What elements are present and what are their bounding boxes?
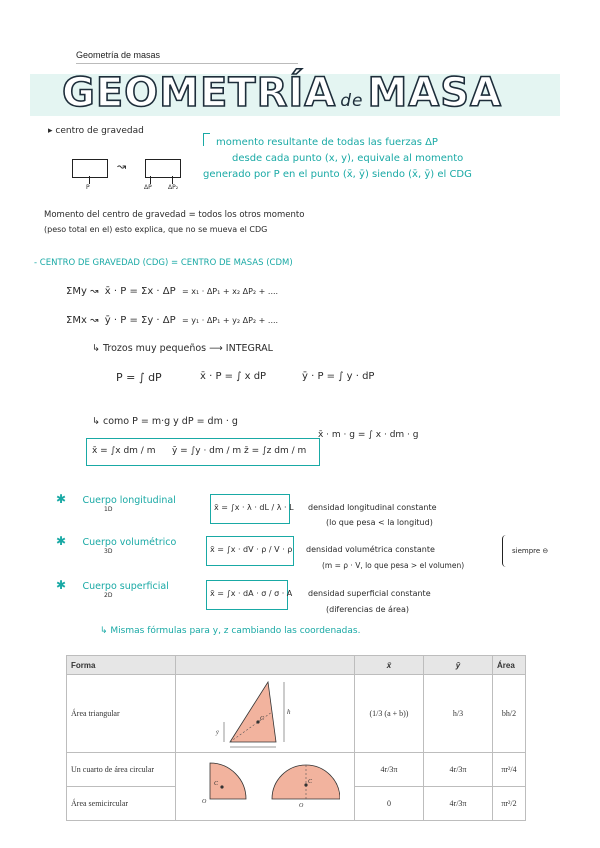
star-icon: ✱ <box>56 578 67 592</box>
diagram-label-dp1: ΔP <box>144 184 152 191</box>
diagram-label-dp2: ΔP₂ <box>168 184 179 191</box>
desc-superficial-2: (diferencias de área) <box>326 605 410 614</box>
siempre-note: siempre ⊖ <box>512 547 549 555</box>
integral-eq-1: P = ∫ dP <box>116 371 162 384</box>
desc-volumetrico-2: (m = ρ · V, lo que pesa > el volumen) <box>322 561 465 570</box>
row-y: 4r/3π <box>424 787 493 821</box>
box-x-formula: x̄ = ∫x dm / m <box>92 446 156 456</box>
note-line-1: Momento del centro de gravedad = todos los otros momento <box>44 210 305 220</box>
row-area: πr²/2 <box>493 787 526 821</box>
desc-longitudinal-2: (lo que pesa < la longitud) <box>326 518 433 527</box>
desc-longitudinal-1: densidad longitudinal constante <box>308 503 437 512</box>
centroid-table <box>66 655 526 821</box>
doc-label: Geometría de masas <box>76 50 161 60</box>
row-area: πr²/4 <box>493 753 526 787</box>
cuerpo-superficial: ✱ Cuerpo superficial <box>56 578 169 592</box>
integral-eq-2: x̄ · P = ∫ x dP <box>200 371 267 382</box>
svg-text:O: O <box>299 802 304 809</box>
title-right: MASA <box>367 70 502 116</box>
row-y: h/3 <box>424 675 493 753</box>
row-x: (1/3 (a + b)) <box>355 675 424 753</box>
svg-text:C: C <box>260 715 265 722</box>
definition-line-1: momento resultante de todas las fuerzas ΔP <box>216 137 438 148</box>
header-divider <box>76 63 298 64</box>
row-forma: Un cuarto de área circular <box>67 753 176 787</box>
diagram-arrow-p <box>89 176 90 184</box>
cdg-heading: - CENTRO DE GRAVEDAD (CDG) = CENTRO DE MASAS (CDM) <box>34 258 293 268</box>
integral-arrow-text: ↳ Trozos muy pequeños ⟶ INTEGRAL <box>92 343 273 354</box>
row-x: 0 <box>355 787 424 821</box>
svg-text:C: C <box>308 778 313 785</box>
star-icon: ✱ <box>56 534 67 548</box>
row-y: 4r/3π <box>424 753 493 787</box>
definition-line-2: desde cada punto (x, y), equivale al momento <box>232 153 464 164</box>
diagram-box-left <box>72 159 108 178</box>
desc-superficial-1: densidad superficial constante <box>308 589 431 598</box>
row-area: bh/2 <box>493 675 526 753</box>
box-y-formula: ȳ = ∫y · dm / m <box>172 446 242 456</box>
col-forma: Forma <box>67 656 176 675</box>
moment-mx-row: ΣMx ↝ ȳ · P = Σy · ΔP = y₁ · ΔP₁ + y₂ ΔP₂ + .... <box>66 315 279 326</box>
svg-text:h: h <box>287 707 291 716</box>
cuerpo-longitudinal: ✱ Cuerpo longitudinal <box>56 492 176 506</box>
col-area: Área <box>493 656 526 675</box>
dim-2d: 2D <box>104 592 113 599</box>
brace-siempre <box>502 535 509 567</box>
col-x: x̄ <box>355 656 424 675</box>
svg-text:C: C <box>214 780 219 787</box>
triangle-figure <box>176 675 355 753</box>
star-icon: ✱ <box>56 492 67 506</box>
moment-my-row: ΣMy ↝ x̄ · P = Σx · ΔP = x₁ · ΔP₁ + x₂ ΔP₂ + .... <box>66 286 279 297</box>
teal-bracket <box>203 133 210 146</box>
diagram-label-p: P <box>86 184 90 191</box>
note-line-2: (peso total en el) esto explica, que no se mueva el CDG <box>44 225 268 234</box>
row-x: 4r/3π <box>355 753 424 787</box>
como-text: ↳ como P = m·g y dP = dm · g <box>92 416 238 427</box>
col-figure <box>176 656 355 675</box>
svg-text:ȳ: ȳ <box>216 729 219 736</box>
title-de: de <box>340 91 364 111</box>
como-side-eq: x̄ · m · g = ∫ x · dm · g <box>318 430 419 440</box>
table-row <box>67 753 526 787</box>
title-left: GEOMETRÍA <box>62 70 337 116</box>
formula-volumetrico: x̄ = ∫x · dV · ρ / V · ρ <box>210 545 293 554</box>
definition-line-3: generado por P en el punto (x̄, ȳ) siendo (x̄, ȳ) el CDG <box>203 169 472 180</box>
table-header-row <box>67 656 526 675</box>
svg-text:O: O <box>202 798 207 805</box>
formula-superficial: x̄ = ∫x · dA · σ / σ · A <box>210 589 293 598</box>
desc-volumetrico-1: densidad volumétrica constante <box>306 545 435 554</box>
dim-3d: 3D <box>104 548 113 555</box>
row-forma: Área semicircular <box>67 787 176 821</box>
circle-figures <box>176 753 355 821</box>
page-title <box>62 70 502 116</box>
formula-longitudinal: x̄ = ∫x · λ · dL / λ · L <box>214 503 294 512</box>
col-y: ȳ <box>424 656 493 675</box>
dim-1d: 1D <box>104 506 113 513</box>
bullet-centro-gravedad: ▸ centro de gravedad <box>48 126 144 136</box>
box-z-formula: z̄ = ∫z dm / m <box>244 446 307 456</box>
integral-eq-3: ȳ · P = ∫ y · dP <box>302 371 375 382</box>
final-note: ↳ Mismas fórmulas para y, z cambiando las coordenadas. <box>100 626 361 636</box>
diagram-arrow-equiv: ↝ <box>117 160 127 173</box>
cuerpo-volumetrico: ✱ Cuerpo volumétrico <box>56 534 177 548</box>
table-row <box>67 675 526 753</box>
row-forma: Área triangular <box>67 675 176 753</box>
